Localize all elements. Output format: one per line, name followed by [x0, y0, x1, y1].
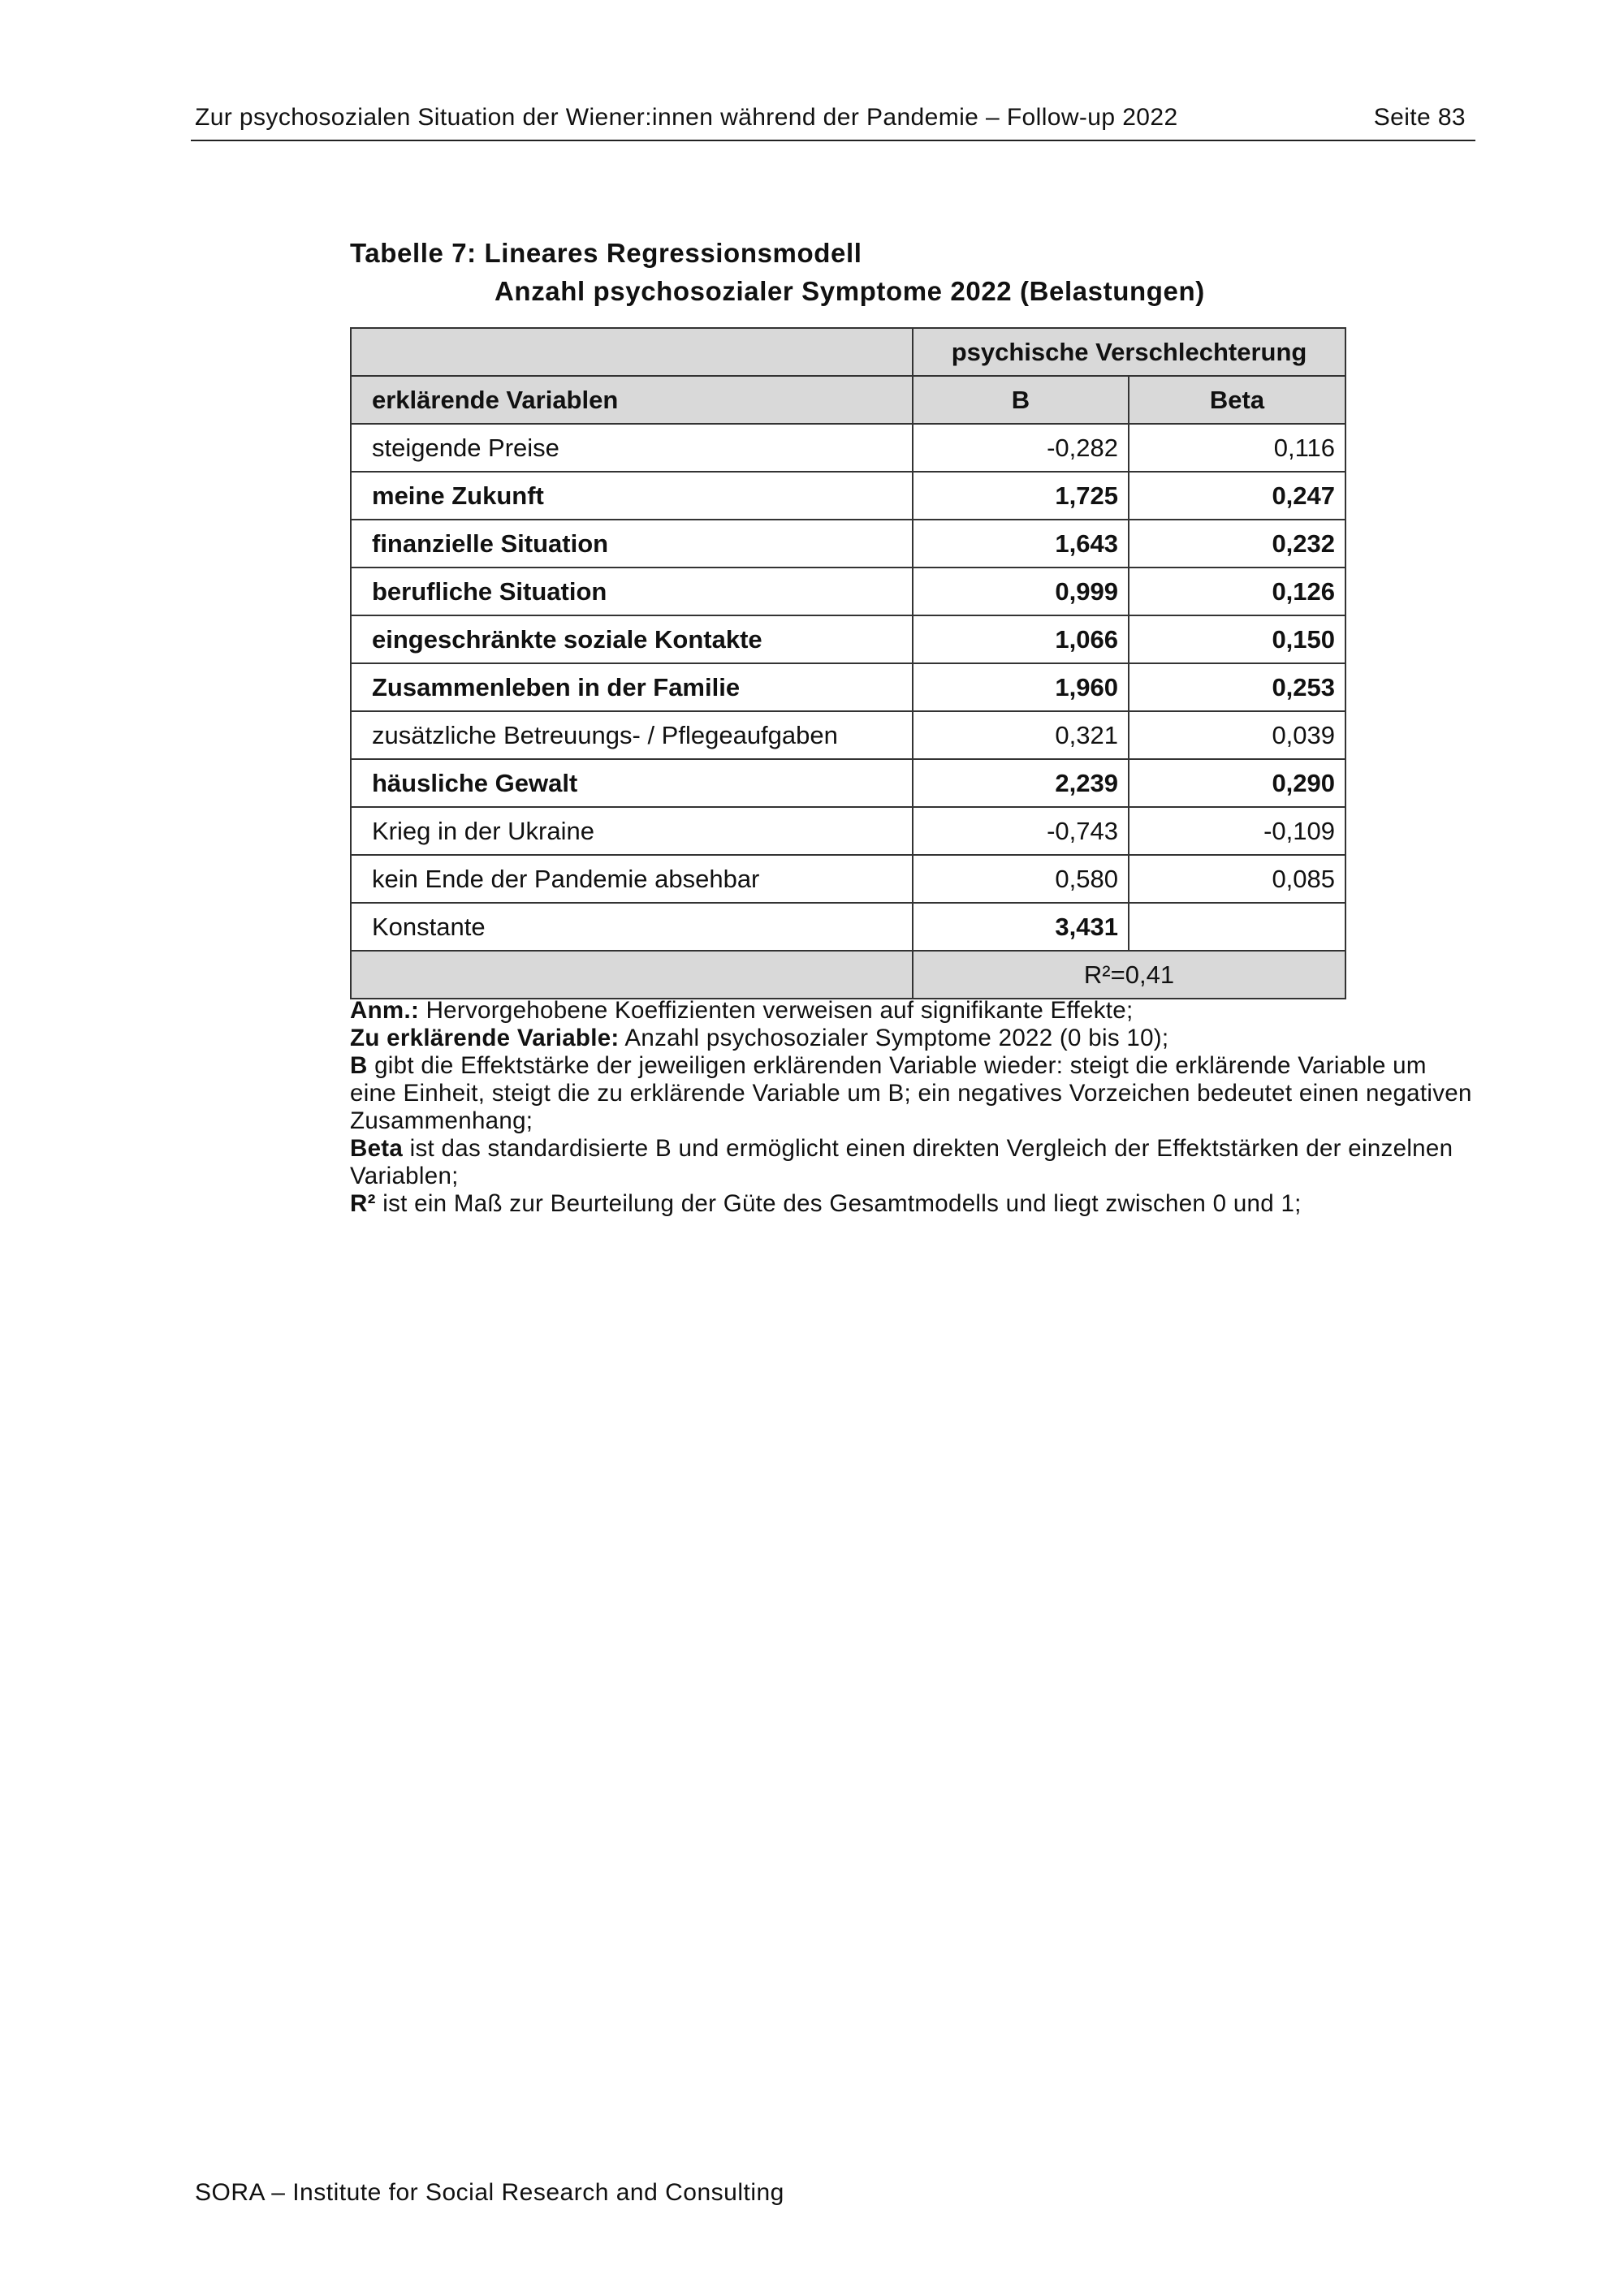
table-row: [351, 711, 1345, 759]
note-dep-label: Zu erklärende Variable:: [350, 1025, 620, 1051]
row-b-value: 2,239: [913, 759, 1129, 807]
row-beta-value: 0,126: [1129, 568, 1345, 615]
table-row: [351, 807, 1345, 855]
row-label: Krieg in der Ukraine: [351, 807, 913, 855]
running-header: [191, 104, 1475, 141]
table-row: [351, 615, 1345, 663]
note-b-label: B: [350, 1052, 368, 1079]
empty-header-cell: [351, 328, 913, 376]
row-beta-value: 0,253: [1129, 663, 1345, 711]
row-label: steigende Preise: [351, 424, 913, 472]
row-beta-value: 0,247: [1129, 472, 1345, 520]
caption-line-1: Tabelle 7: Lineares Regressionsmodell: [350, 238, 862, 268]
r2-row: [351, 951, 1345, 999]
table-row: [351, 568, 1345, 615]
row-beta-value: 0,039: [1129, 711, 1345, 759]
table-row: [351, 520, 1345, 568]
r2-value: R²=0,41: [913, 951, 1345, 999]
row-beta-value: 0,150: [1129, 615, 1345, 663]
column-header-variables: erklärende Variablen: [351, 376, 913, 424]
note-b-text: gibt die Effektstärke der jeweiligen erklärenden Variable wieder: steigt die erklärende Variable um eine Einheit, steigt die zu erklärende Variable um B; ein negatives Vorzeichen bedeutet einen negativen Zusammenhang;: [350, 1052, 1472, 1134]
row-beta-value: 0,232: [1129, 520, 1345, 568]
note-anm-label: Anm.:: [350, 997, 420, 1024]
row-b-value: 0,999: [913, 568, 1129, 615]
note-b: [350, 1052, 1479, 1135]
row-label: zusätzliche Betreuungs- / Pflegeaufgaben: [351, 711, 913, 759]
row-beta-value: -0,109: [1129, 807, 1345, 855]
caption-line-2: Anzahl psychosozialer Symptome 2022 (Belastungen): [495, 276, 1205, 306]
document-title: Zur psychosozialen Situation der Wiener:innen während der Pandemie – Follow-up 2022: [195, 104, 1178, 131]
table-row: [351, 663, 1345, 711]
table-row: [351, 424, 1345, 472]
note-r2-label: R²: [350, 1190, 376, 1217]
table-row: [351, 472, 1345, 520]
header-row-group: [351, 328, 1345, 376]
row-label: Zusammenleben in der Familie: [351, 663, 913, 711]
row-beta-value: 0,085: [1129, 855, 1345, 903]
note-dep-text: Anzahl psychosozialer Symptome 2022 (0 bis 10);: [619, 1025, 1169, 1051]
note-anm-text: Hervorgehobene Koeffizienten verweisen auf signifikante Effekte;: [419, 997, 1134, 1024]
row-label: berufliche Situation: [351, 568, 913, 615]
row-label: meine Zukunft: [351, 472, 913, 520]
row-b-value: 1,960: [913, 663, 1129, 711]
note-dependent-variable: [350, 1025, 1479, 1052]
regression-table: [350, 327, 1346, 999]
note-beta: [350, 1135, 1479, 1190]
note-beta-text: ist das standardisierte B und ermöglicht einen direkten Vergleich der Effektstärken der einzelnen Variablen;: [350, 1135, 1453, 1189]
note-r2-text: ist ein Maß zur Beurteilung der Güte des Gesamtmodells und liegt zwischen 0 und 1;: [375, 1190, 1302, 1217]
constant-b-value: 3,431: [913, 903, 1129, 951]
constant-row: [351, 903, 1345, 951]
table-row: [351, 855, 1345, 903]
table-row: [351, 759, 1345, 807]
group-header: psychische Verschlechterung: [913, 328, 1345, 376]
page-number: Seite 83: [1373, 104, 1466, 131]
row-label: kein Ende der Pandemie absehbar: [351, 855, 913, 903]
r2-empty-cell: [351, 951, 913, 999]
row-b-value: -0,743: [913, 807, 1129, 855]
header-row-columns: [351, 376, 1345, 424]
page-footer: SORA – Institute for Social Research and Consulting: [195, 2179, 784, 2206]
note-beta-label: Beta: [350, 1135, 404, 1162]
row-b-value: 1,643: [913, 520, 1129, 568]
column-header-b: B: [913, 376, 1129, 424]
row-b-value: 0,321: [913, 711, 1129, 759]
constant-label: Konstante: [351, 903, 913, 951]
row-label: häusliche Gewalt: [351, 759, 913, 807]
row-b-value: 1,725: [913, 472, 1129, 520]
row-b-value: 0,580: [913, 855, 1129, 903]
row-b-value: 1,066: [913, 615, 1129, 663]
row-label: eingeschränkte soziale Kontakte: [351, 615, 913, 663]
table-notes: [350, 997, 1479, 1218]
note-anm: [350, 997, 1479, 1025]
note-r2: [350, 1190, 1479, 1218]
row-beta-value: 0,116: [1129, 424, 1345, 472]
constant-beta-empty: [1129, 903, 1345, 951]
column-header-beta: Beta: [1129, 376, 1345, 424]
row-beta-value: 0,290: [1129, 759, 1345, 807]
row-b-value: -0,282: [913, 424, 1129, 472]
row-label: finanzielle Situation: [351, 520, 913, 568]
